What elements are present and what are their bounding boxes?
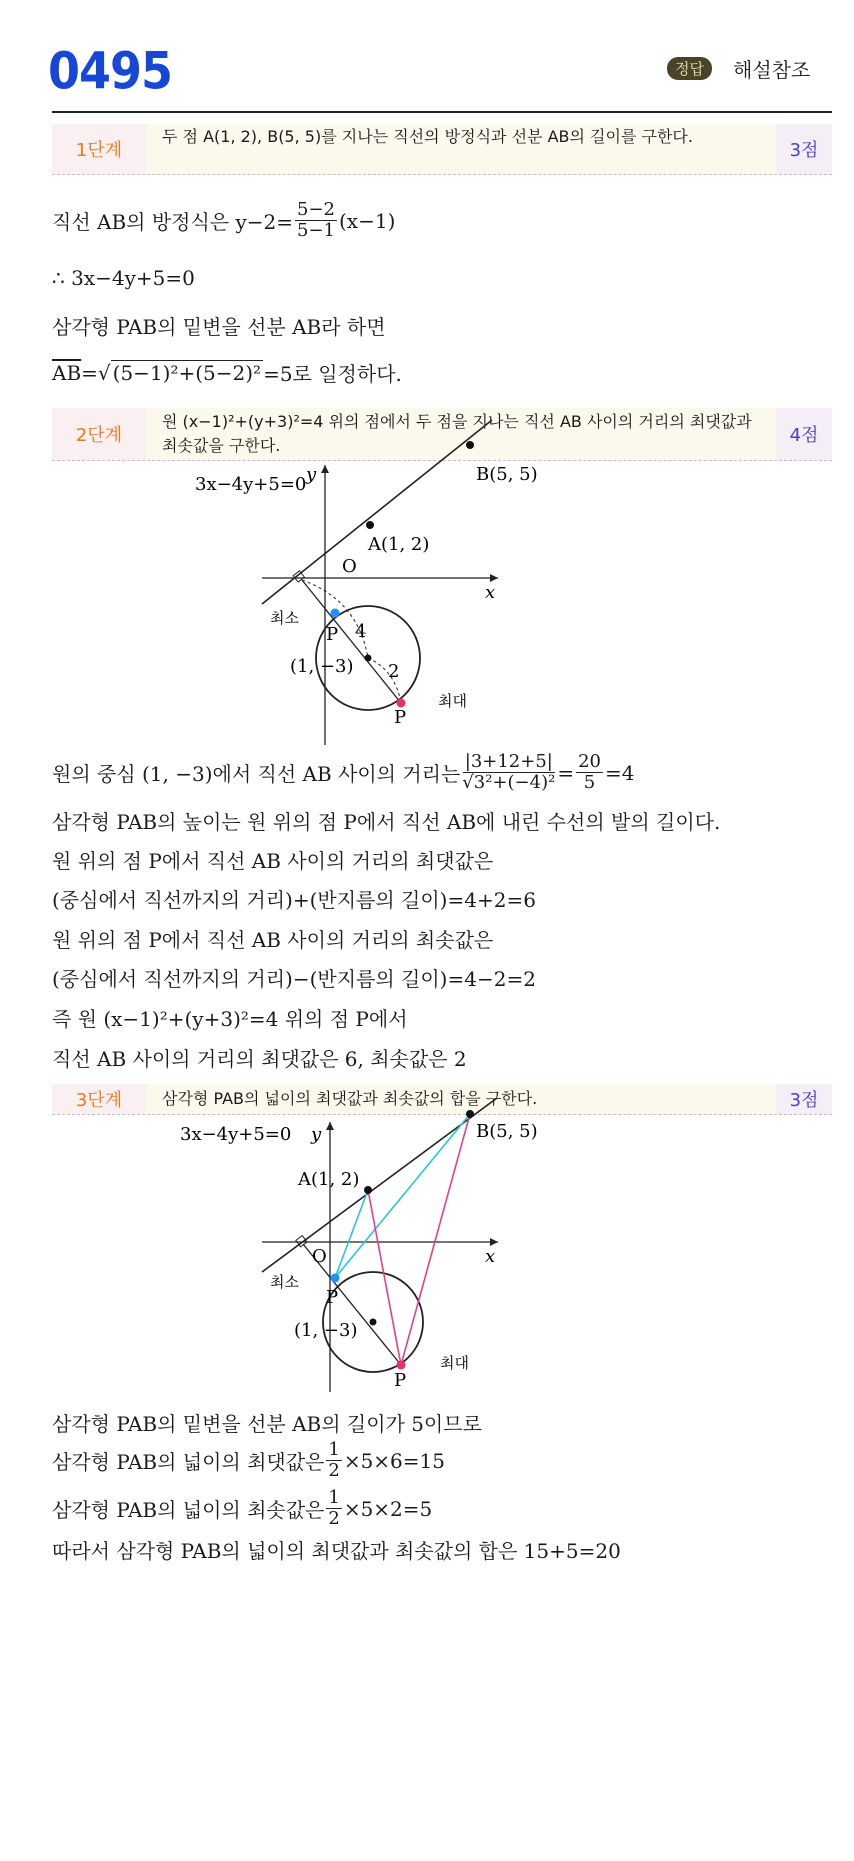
label-origin: O <box>312 1246 327 1267</box>
text: 삼각형 PAB의 넓이의 최댓값은 <box>52 1450 325 1474</box>
label-a: A(1, 2) <box>368 534 430 555</box>
step-label: 2단계 <box>52 408 146 460</box>
s3-line-4: 따라서 삼각형 PAB의 넓이의 최댓값과 최솟값의 합은 15+5=20 <box>52 1539 621 1563</box>
numerator: 1 <box>328 1487 340 1508</box>
s2-line-5: 원 위의 점 P에서 직선 AB 사이의 거리의 최솟값은 <box>52 928 494 952</box>
s3-line-1: 삼각형 PAB의 밑변을 선분 AB의 길이가 5이므로 <box>52 1412 482 1436</box>
step-points: 3점 <box>776 1084 832 1114</box>
problem-number: 0495 <box>48 41 173 101</box>
center-label: (1, −3) <box>294 1320 358 1341</box>
step-text: 삼각형 PAB의 넓이의 최댓값과 최솟값의 합을 구한다. <box>162 1089 538 1108</box>
text: 원의 중심 (1, −3)에서 직선 AB 사이의 거리는 <box>52 762 461 786</box>
s2-line-4: (중심에서 직선까지의 거리)+(반지름의 길이)=4+2=6 <box>52 888 536 912</box>
y-axis-label: y <box>306 464 317 485</box>
text: 삼각형 PAB의 넓이의 최솟값은 <box>52 1498 325 1522</box>
step-label: 3단계 <box>52 1084 146 1114</box>
text: ×5×6=15 <box>343 1448 445 1473</box>
sqrt-expr: (5−1)²+(5−2)² <box>112 361 262 385</box>
numerator: 1 <box>328 1439 340 1460</box>
text: =√ <box>81 360 111 385</box>
max-label: 최대 <box>440 1354 469 1372</box>
text: = <box>557 760 575 785</box>
numerator: 20 <box>578 751 601 772</box>
denominator: 2 <box>328 1460 340 1481</box>
center-label: (1, −3) <box>290 656 354 677</box>
text: 직선 AB의 방정식은 y−2= <box>52 210 293 234</box>
text: (x−1) <box>339 208 396 233</box>
x-axis-label: x <box>485 582 496 603</box>
denominator: √3²+(−4)² <box>462 772 556 793</box>
numerator: |3+12+5| <box>464 751 553 772</box>
step-text: 원 (x−1)²+(y+3)²=4 위의 점에서 두 점을 지나는 직선 AB 사이의 거리의 최댓값과 최솟값을 구한다. <box>162 412 752 455</box>
segment-ab: $\overline{AB}$ <box>52 360 82 385</box>
label-p-max: P <box>394 707 407 728</box>
min-label: 최소 <box>270 1273 299 1291</box>
text: =5로 일정하다. <box>263 362 402 386</box>
label-b: B(5, 5) <box>476 464 538 485</box>
label-a: A(1, 2) <box>298 1169 360 1190</box>
s2-line-7: 즉 원 (x−1)²+(y+3)²=4 위의 점 P에서 <box>52 1007 408 1031</box>
s2-line-8: 직선 AB 사이의 거리의 최댓값은 6, 최솟값은 2 <box>52 1047 467 1071</box>
fraction-half <box>326 1440 341 1481</box>
text: ×5×2=5 <box>343 1496 433 1521</box>
s3-line-2 <box>52 1440 445 1481</box>
text: =4 <box>604 760 635 785</box>
figure-1 <box>195 420 538 745</box>
s1-line-3: 삼각형 PAB의 밑변을 선분 AB라 하면 <box>52 315 386 339</box>
answer-badge: 정답 <box>667 57 712 80</box>
radius-label: 2 <box>388 661 400 682</box>
max-label: 최대 <box>438 692 467 710</box>
numerator: 5−2 <box>297 199 335 220</box>
figure-2 <box>180 1098 538 1392</box>
s2-line-2: 삼각형 PAB의 높이는 원 위의 점 P에서 직선 AB에 내린 수선의 발의 길이다. <box>52 810 721 834</box>
step-label: 1단계 <box>52 124 146 174</box>
denominator: 2 <box>328 1508 340 1529</box>
s2-line-6: (중심에서 직선까지의 거리)−(반지름의 길이)=4−2=2 <box>52 967 536 991</box>
x-axis-label: x <box>485 1246 496 1267</box>
step-points: 4점 <box>776 408 832 460</box>
s2-line-3: 원 위의 점 P에서 직선 AB 사이의 거리의 최댓값은 <box>52 849 494 873</box>
label-p-min: P <box>326 624 339 645</box>
label-p-min: P <box>326 1287 339 1308</box>
answer-text: 해설참조 <box>733 58 811 82</box>
line-equation: 3x−4y+5=0 <box>195 474 307 495</box>
line-equation: 3x−4y+5=0 <box>180 1124 292 1145</box>
denominator: 5−1 <box>297 220 335 241</box>
fraction-half <box>326 1488 341 1529</box>
s3-line-3 <box>52 1488 432 1529</box>
step-text: 두 점 A(1, 2), B(5, 5)를 지나는 직선의 방정식과 선분 AB의 길이를 구한다. <box>162 127 693 146</box>
label-origin: O <box>342 556 357 577</box>
y-axis-label: y <box>311 1124 322 1145</box>
min-label: 최소 <box>270 609 299 627</box>
s1-line-2: ∴ 3x−4y+5=0 <box>52 266 195 290</box>
label-p-max: P <box>394 1370 407 1391</box>
distance-label: 4 <box>355 621 367 642</box>
denominator: 5 <box>583 772 596 793</box>
step-points: 3점 <box>776 124 832 174</box>
label-b: B(5, 5) <box>476 1121 538 1142</box>
